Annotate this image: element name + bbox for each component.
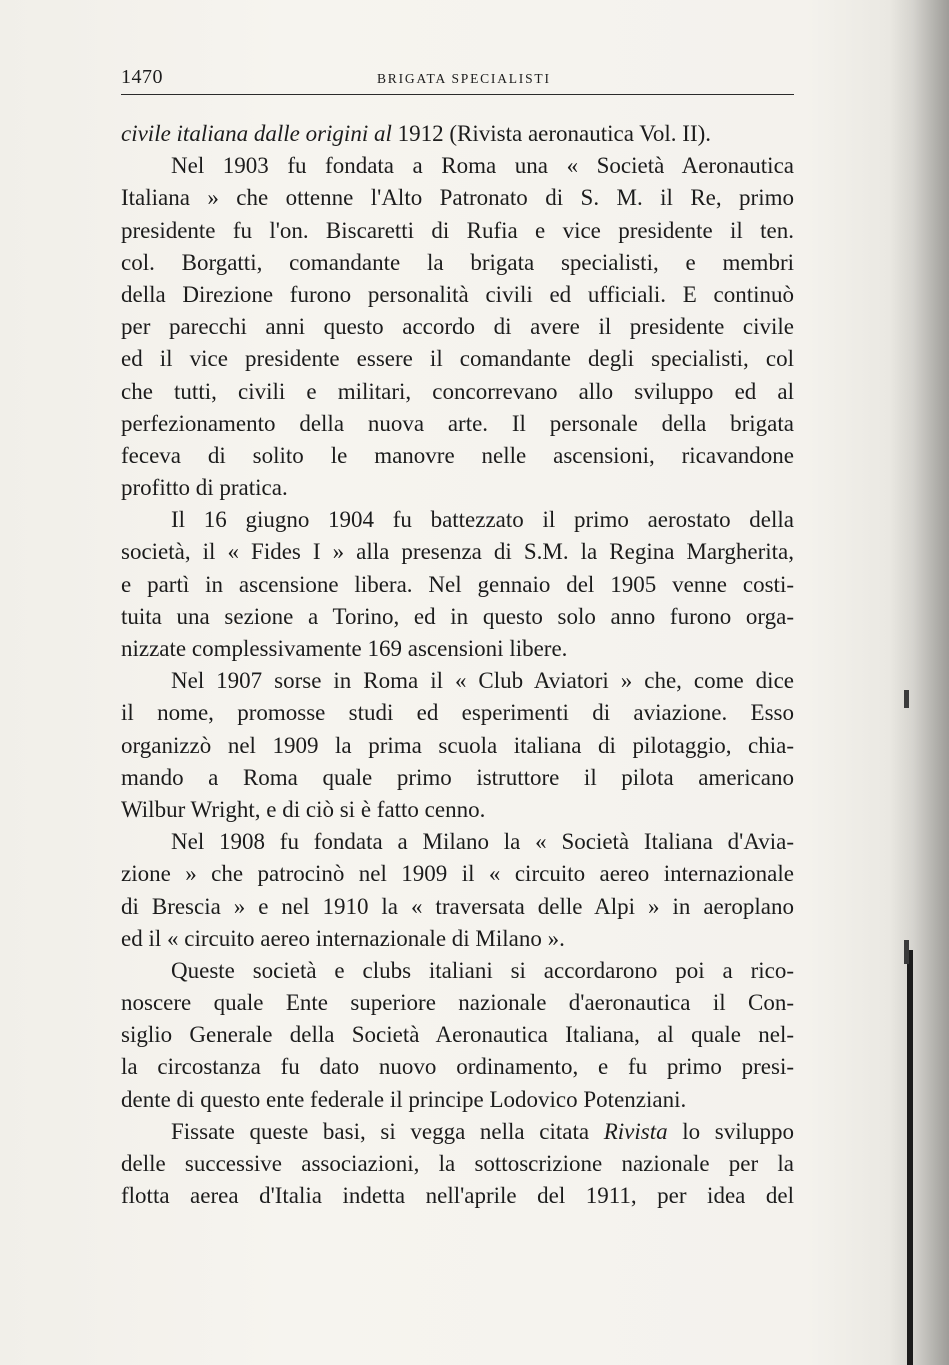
text-line — [121, 343, 794, 375]
text-line — [121, 311, 794, 343]
text-run: Nel 1907 sorse in Roma il « Club Aviatori » che, come dice — [171, 668, 794, 694]
text-line — [121, 762, 794, 794]
running-title: BRIGATA SPECIALISTI — [377, 71, 551, 86]
text-line — [121, 826, 794, 858]
italic-text: Rivista — [603, 1118, 668, 1144]
text-line — [121, 504, 794, 536]
text-line — [121, 1019, 794, 1051]
text-run: ed il « circuito aereo internazionale di Milano ». — [121, 925, 565, 951]
text-line — [121, 794, 794, 826]
text-line — [121, 215, 794, 247]
text-run: per parecchi anni questo accordo di avere il presidente civile — [121, 314, 794, 340]
text-run: feceva di solito le manovre nelle ascensioni, ricavandone — [121, 442, 794, 468]
text-run: Queste società e clubs italiani si accordarono poi a rico- — [171, 957, 794, 983]
text-line — [121, 569, 794, 601]
text-run: di Brescia » e nel 1910 la « traversata delle Alpi » in aeroplano — [121, 893, 794, 919]
text-line — [121, 923, 794, 955]
text-run: della Direzione furono personalità civili ed ufficiali. E continuò — [121, 281, 794, 307]
text-run: noscere quale Ente superiore nazionale d'aeronautica il Con- — [121, 990, 794, 1016]
text-line — [121, 601, 794, 633]
text-run: organizzò nel 1909 la prima scuola italiana di pilotaggio, chia- — [121, 732, 794, 758]
text-run: Il 16 giugno 1904 fu battezzato il primo aerostato della — [171, 507, 794, 533]
text-run: zione » che patrocinò nel 1909 il « circuito aereo internazionale — [121, 861, 794, 887]
text-run: Nel 1903 fu fondata a Roma una « Società Aeronautica — [171, 153, 794, 179]
text-line — [121, 1180, 794, 1212]
text-run: flotta aerea d'Italia indetta nell'aprile del 1911, per idea del — [121, 1183, 794, 1209]
text-line — [121, 858, 794, 890]
text-line — [121, 1148, 794, 1180]
text-line — [121, 665, 794, 697]
text-line — [121, 633, 794, 665]
text-line — [121, 472, 794, 504]
text-run: 1912 (Rivista aeronautica Vol. II). — [391, 121, 712, 146]
italic-text: civile italiana dalle origini al — [121, 121, 392, 146]
text-run: Fissate queste basi, si vegga nella citata — [171, 1118, 604, 1144]
text-run: lo sviluppo — [667, 1118, 794, 1144]
text-line — [121, 408, 794, 440]
text-run: la circostanza fu dato nuovo ordinamento, e fu primo presi- — [121, 1054, 794, 1080]
text-run: società, il « Fides I » alla presenza di S.M. la Regina Margherita, — [121, 539, 794, 565]
text-line — [121, 247, 794, 279]
text-run: Italiana » che ottenne l'Alto Patronato di S. M. il Re, primo — [121, 185, 794, 211]
text-run: ed il vice presidente essere il comandante degli specialisti, col — [121, 346, 794, 372]
text-line — [121, 697, 794, 729]
text-run: mando a Roma quale primo istruttore il pilota americano — [121, 764, 794, 790]
text-line — [121, 440, 794, 472]
text-line — [121, 1051, 794, 1083]
edge-mark — [904, 690, 909, 708]
text-run: tuita una sezione a Torino, ed in questo solo anno furono orga- — [121, 603, 794, 629]
text-run: il nome, promosse studi ed esperimenti di aviazione. Esso — [121, 700, 794, 726]
body-text — [121, 118, 794, 1212]
text-run: profitto di pratica. — [121, 475, 288, 501]
text-line — [121, 987, 794, 1019]
text-line — [121, 376, 794, 408]
text-line — [121, 536, 794, 568]
text-run: presidente fu l'on. Biscaretti di Rufia e vice presidente il ten. — [121, 217, 794, 243]
text-run: che tutti, civili e militari, concorrevano allo sviluppo ed al — [121, 378, 794, 404]
text-run: col. Borgatti, comandante la brigata specialisti, e membri — [121, 249, 794, 275]
text-run: Nel 1908 fu fondata a Milano la « Società Italiana d'Avia- — [171, 829, 794, 855]
text-run: perfezionamento della nuova arte. Il personale della brigata — [121, 410, 794, 436]
page-edge-shadow — [889, 0, 949, 1365]
text-line — [121, 1084, 794, 1116]
text-line — [121, 1116, 794, 1148]
page-number: 1470 — [121, 66, 163, 88]
text-line — [121, 891, 794, 923]
text-run: Wilbur Wright, e di ciò si è fatto cenno. — [121, 796, 486, 822]
text-run: e partì in ascensione libera. Nel gennaio del 1905 venne costi- — [121, 571, 794, 597]
page-header — [121, 66, 794, 95]
binding-edge — [907, 950, 913, 1365]
text-line — [121, 730, 794, 762]
text-run: dente di questo ente federale il principe Lodovico Potenziani. — [121, 1086, 687, 1112]
text-line — [121, 118, 794, 150]
text-line — [121, 182, 794, 214]
text-line — [121, 279, 794, 311]
edge-mark — [904, 940, 909, 964]
text-run: nizzate complessivamente 169 ascensioni libere. — [121, 636, 568, 661]
text-run: siglio Generale della Società Aeronautica Italiana, al quale nel- — [121, 1022, 794, 1048]
text-line — [121, 150, 794, 182]
text-line — [121, 955, 794, 987]
text-run: delle successive associazioni, la sottoscrizione nazionale per la — [121, 1151, 794, 1176]
